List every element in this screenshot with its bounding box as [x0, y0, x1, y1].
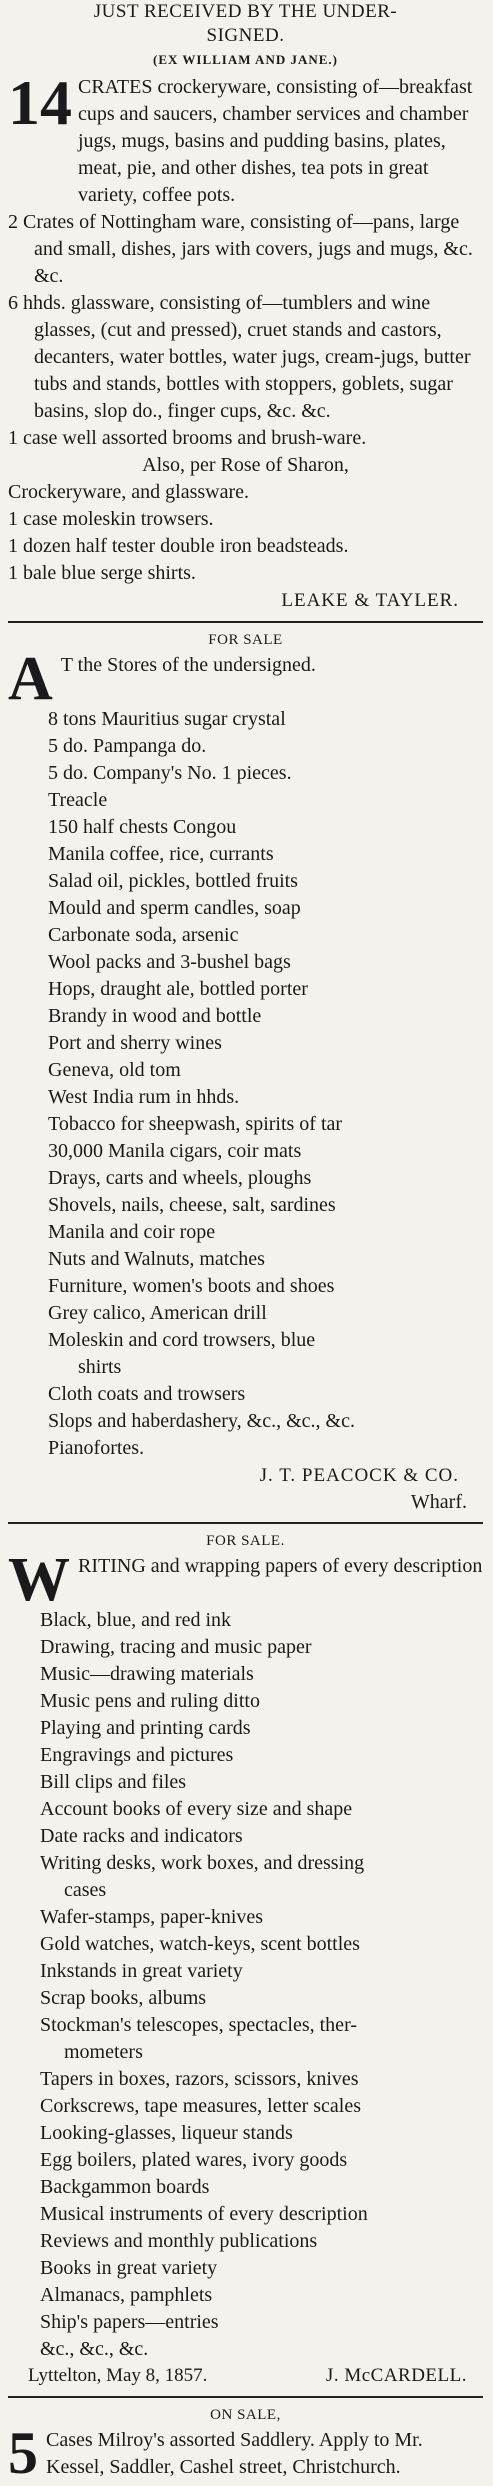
advertisement-mccardell [8, 1529, 483, 2389]
list-item: Almanacs, pamphlets [40, 2284, 213, 2306]
list-item: Port and sherry wines [48, 1032, 222, 1054]
glassware-entry: 6 hhds. glassware, consisting of—tumblers and wine glasses, (cut and pressed), cruet stands and castors, decanters, water bottles, water jugs, cream-jugs, butter tubs and stands, bottles with stoppers, goblets, sugar basins, slop do., finger cups, &c. &c. [8, 292, 471, 422]
crockery-glass-line: Crockeryware, and glassware. [8, 481, 250, 503]
list-item: Scrap books, albums [40, 1987, 207, 2009]
advertisement-leake-tayler [8, 0, 483, 614]
list-item: 30,000 Manila cigars, coir mats [48, 1140, 302, 1162]
list-item: Engravings and pictures [40, 1744, 234, 1766]
list-item: Furniture, women's boots and shoes [48, 1275, 335, 1297]
signature: LEAKE & TAYLER. [281, 590, 459, 611]
ad-title-line-2: SIGNED. [206, 25, 285, 46]
list-item: shirts [78, 1356, 122, 1378]
drop-letter: W [8, 1546, 70, 1614]
list-item: Reviews and monthly publications [40, 2230, 318, 2252]
list-item: Account books of every size and shape [40, 1798, 353, 1820]
divider [8, 1522, 483, 1524]
crates-entry [8, 67, 483, 209]
item-list [8, 706, 483, 1462]
ad-heading: FOR SALE [208, 632, 283, 648]
brooms-entry: 1 case well assorted brooms and brush-ware. [8, 427, 367, 449]
item-list [8, 1607, 483, 2363]
list-item: Tapers in boxes, razors, scissors, knives [40, 2068, 359, 2090]
list-item: Wool packs and 3-bushel bags [48, 951, 291, 973]
list-item: 5 do. Company's No. 1 pieces. [48, 762, 292, 784]
list-item: Wafer-stamps, paper-knives [40, 1906, 264, 1928]
divider [8, 2396, 483, 2398]
list-item: Looking-glasses, liqueur stands [40, 2122, 293, 2144]
lead-text: RITING and wrapping papers of every description [78, 1555, 483, 1577]
advertisement-peacock [8, 628, 483, 1515]
list-item: Geneva, old tom [48, 1059, 181, 1081]
list-item: Nuts and Walnuts, matches [48, 1248, 265, 1270]
list-item: Pianofortes. [48, 1437, 145, 1459]
list-item: Carbonate soda, arsenic [48, 924, 239, 946]
list-item: Books in great variety [40, 2257, 218, 2279]
list-item: Tobacco for sheepwash, spirits of tar [48, 1113, 343, 1135]
list-item: Cloth coats and trowsers [48, 1383, 246, 1405]
list-item: 5 do. Pampanga do. [48, 735, 207, 757]
list-item: Shovels, nails, cheese, salt, sardines [48, 1194, 336, 1216]
list-item: Black, blue, and red ink [40, 1609, 232, 1631]
beadsteads-entry: 1 dozen half tester double iron beadsteads. [8, 535, 349, 557]
advertisement-saddlery [8, 2403, 483, 2486]
list-item: Egg boilers, plated wares, ivory goods [40, 2149, 348, 2171]
list-item: cases [64, 1879, 107, 1901]
list-item: Ship's papers—entries [40, 2311, 219, 2333]
saddlery-row [8, 2420, 483, 2486]
divider [8, 621, 483, 623]
list-item: Backgammon boards [40, 2176, 210, 2198]
list-item: Music—drawing materials [40, 1663, 254, 1685]
nottingham-ware-entry: 2 Crates of Nottingham ware, consisting of—pans, large and small, dishes, jars with covers, jugs and mugs, &c. &c. [8, 211, 473, 287]
list-item: West India rum in hhds. [48, 1086, 240, 1108]
lead-row [8, 1546, 483, 1614]
list-item: Slops and haberdashery, &c., &c., &c. [48, 1410, 355, 1432]
drop-number: 14 [8, 67, 72, 138]
list-item: &c., &c., &c. [40, 2338, 149, 2360]
lead-text: T the Stores of the undersigned. [60, 654, 316, 676]
list-item: Stockman's telescopes, spectacles, ther- [40, 2014, 357, 2036]
ad-heading: ON SALE, [210, 2407, 281, 2423]
serge-shirts-entry: 1 bale blue serge shirts. [8, 562, 196, 584]
list-item: Mould and sperm candles, soap [48, 897, 301, 919]
list-item: Corkscrews, tape measures, letter scales [40, 2095, 361, 2117]
crates-text: CRATES crockeryware, consisting of—breakfast cups and saucers, chamber services and chamber jugs, mugs, basins and pudding basins, plates, meat, pie, and other dishes, tea pots in great variety, coffee pots. [78, 76, 473, 206]
list-item: Manila coffee, rice, currants [48, 843, 274, 865]
list-item: 8 tons Mauritius sugar crystal [48, 708, 286, 730]
drop-letter: A [8, 645, 53, 713]
list-item: Treacle [48, 789, 108, 811]
drop-number: 5 [8, 2420, 38, 2486]
list-item: Drays, carts and wheels, ploughs [48, 1167, 312, 1189]
ship-name: (EX WILLIAM AND JANE.) [153, 52, 338, 67]
list-item: Salad oil, pickles, bottled fruits [48, 870, 298, 892]
list-item: Gold watches, watch-keys, scent bottles [40, 1933, 360, 1955]
list-item: 150 half chests Congou [48, 816, 237, 838]
list-item: Grey calico, American drill [48, 1302, 267, 1324]
dateline-row [8, 2363, 483, 2389]
signature: J. McCARDELL. [325, 2365, 467, 2386]
list-item: Bill clips and files [40, 1771, 187, 1793]
list-item: Moleskin and cord trowsers, blue [48, 1329, 316, 1351]
moleskin-entry: 1 case moleskin trowsers. [8, 508, 214, 530]
list-item: Playing and printing cards [40, 1717, 251, 1739]
list-item: Inkstands in great variety [40, 1960, 243, 1982]
lead-row [8, 645, 483, 713]
ad-title-line-1: JUST RECEIVED BY THE UNDER- [93, 1, 398, 22]
list-item: Musical instruments of every description [40, 2203, 368, 2225]
list-item: Manila and coir rope [48, 1221, 216, 1243]
dateline: Lyttelton, May 8, 1857. [28, 2365, 208, 2386]
signature: J. T. PEACOCK & CO. [259, 1465, 459, 1486]
list-item: Music pens and ruling ditto [40, 1690, 260, 1712]
rose-of-sharon-line: Also, per Rose of Sharon, [142, 454, 349, 476]
signature-place: Wharf. [410, 1491, 467, 1513]
saddlery-text: Cases Milroy's assorted Saddlery. Apply to Mr. Kessel, Saddler, Cashel street, Christchurch. [46, 2429, 423, 2478]
list-item: Hops, draught ale, bottled porter [48, 978, 308, 1000]
list-item: Writing desks, work boxes, and dressing [40, 1852, 365, 1874]
ad-heading: FOR SALE. [206, 1533, 285, 1549]
list-item: Drawing, tracing and music paper [40, 1636, 312, 1658]
list-item: mometers [64, 2041, 143, 2063]
list-item: Date racks and indicators [40, 1825, 243, 1847]
list-item: Brandy in wood and bottle [48, 1005, 262, 1027]
